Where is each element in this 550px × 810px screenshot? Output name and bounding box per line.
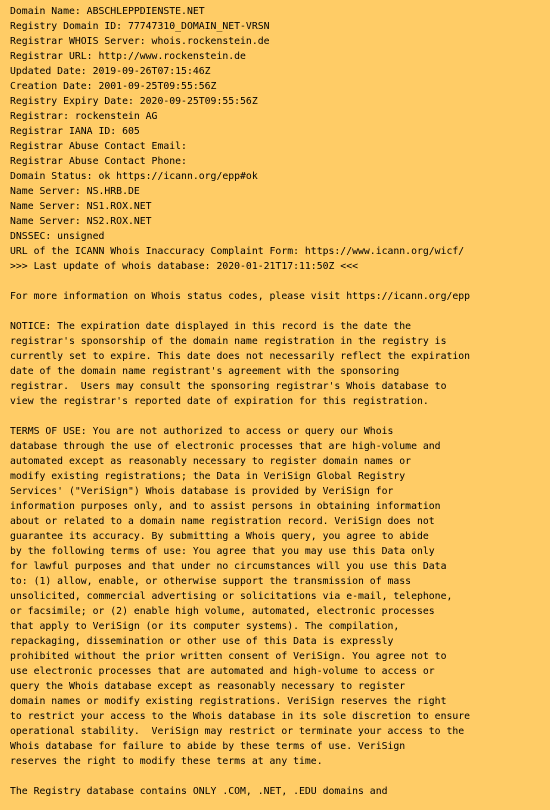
whois-line: URL of the ICANN Whois Inaccuracy Complaint Form: https://www.icann.org/wicf/ <box>10 246 465 257</box>
notice-line: view the registrar's reported date of expiration for this registration. <box>10 396 429 407</box>
whois-line: Domain Name: ABSCHLEPPDIENSTE.NET <box>10 6 205 17</box>
notice-line: currently set to expire. This date does not necessarily reflect the expiration <box>10 351 471 362</box>
terms-line: operational stability. VeriSign may restrict or terminate your access to the <box>10 726 465 737</box>
terms-line: reserves the right to modify these terms at any time. <box>10 756 323 767</box>
terms-line: automated except as reasonably necessary to register domain names or <box>10 456 412 467</box>
terms-line: to: (1) allow, enable, or otherwise support the transmission of mass <box>10 576 412 587</box>
whois-line: Registry Expiry Date: 2020-09-25T09:55:56Z <box>10 96 258 107</box>
terms-line: Services' ("VeriSign") Whois database is provided by VeriSign for <box>10 486 394 497</box>
terms-line: database through the use of electronic processes that are high-volume and <box>10 441 441 452</box>
terms-line: Whois database for failure to abide by these terms of use. VeriSign <box>10 741 406 752</box>
terms-line: information purposes only, and to assist persons in obtaining information <box>10 501 441 512</box>
terms-line: TERMS OF USE: You are not authorized to access or query our Whois <box>10 426 394 437</box>
whois-line: Registrar Abuse Contact Email: <box>10 141 187 152</box>
notice-line: registrar. Users may consult the sponsoring registrar's Whois database to <box>10 381 447 392</box>
whois-line: Creation Date: 2001-09-25T09:55:56Z <box>10 81 217 92</box>
whois-line: Updated Date: 2019-09-26T07:15:46Z <box>10 66 211 77</box>
whois-line: Name Server: NS1.ROX.NET <box>10 201 152 212</box>
registry-line: The Registry database contains ONLY .COM, .NET, .EDU domains and <box>10 786 388 797</box>
terms-line: about or related to a domain name registration record. VeriSign does not <box>10 516 435 527</box>
whois-line: Registrar: rockenstein AG <box>10 111 158 122</box>
terms-line: unsolicited, commercial advertising or solicitations via e-mail, telephone, <box>10 591 453 602</box>
whois-line: Registry Domain ID: 77747310_DOMAIN_NET-VRSN <box>10 21 270 32</box>
terms-line: by the following terms of use: You agree that you may use this Data only <box>10 546 435 557</box>
terms-line: domain names or modify existing registrations. VeriSign reserves the right <box>10 696 447 707</box>
terms-line: modify existing registrations; the Data in VeriSign Global Registry <box>10 471 406 482</box>
whois-line: Name Server: NS.HRB.DE <box>10 186 140 197</box>
terms-line: to restrict your access to the Whois database in its sole discretion to ensure <box>10 711 471 722</box>
blank-line <box>10 304 546 319</box>
whois-line: Name Server: NS2.ROX.NET <box>10 216 152 227</box>
whois-line: Registrar IANA ID: 605 <box>10 126 140 137</box>
notice-line: NOTICE: The expiration date displayed in this record is the date the <box>10 321 412 332</box>
terms-line: guarantee its accuracy. By submitting a Whois query, you agree to abide <box>10 531 429 542</box>
terms-line: query the Whois database except as reasonably necessary to register <box>10 681 406 692</box>
terms-line: that apply to VeriSign (or its computer systems). The compilation, <box>10 621 400 632</box>
terms-line: repackaging, dissemination or other use of this Data is expressly <box>10 636 394 647</box>
blank-line <box>10 769 546 784</box>
whois-record <box>10 4 546 799</box>
terms-line: prohibited without the prior written consent of VeriSign. You agree not to <box>10 651 447 662</box>
whois-line: For more information on Whois status codes, please visit https://icann.org/epp <box>10 291 471 302</box>
blank-line <box>10 274 546 289</box>
terms-line: use electronic processes that are automated and high-volume to access or <box>10 666 435 677</box>
whois-line: DNSSEC: unsigned <box>10 231 105 242</box>
whois-line: >>> Last update of whois database: 2020-01-21T17:11:50Z <<< <box>10 261 358 272</box>
blank-line <box>10 409 546 424</box>
notice-line: registrar's sponsorship of the domain name registration in the registry is <box>10 336 447 347</box>
terms-line: or facsimile; or (2) enable high volume, automated, electronic processes <box>10 606 435 617</box>
whois-line: Registrar URL: http://www.rockenstein.de <box>10 51 246 62</box>
whois-line: Registrar Abuse Contact Phone: <box>10 156 187 167</box>
whois-line: Registrar WHOIS Server: whois.rockenstein.de <box>10 36 270 47</box>
whois-line: Domain Status: ok https://icann.org/epp#ok <box>10 171 258 182</box>
notice-line: date of the domain name registrant's agreement with the sponsoring <box>10 366 400 377</box>
terms-line: for lawful purposes and that under no circumstances will you use this Data <box>10 561 447 572</box>
